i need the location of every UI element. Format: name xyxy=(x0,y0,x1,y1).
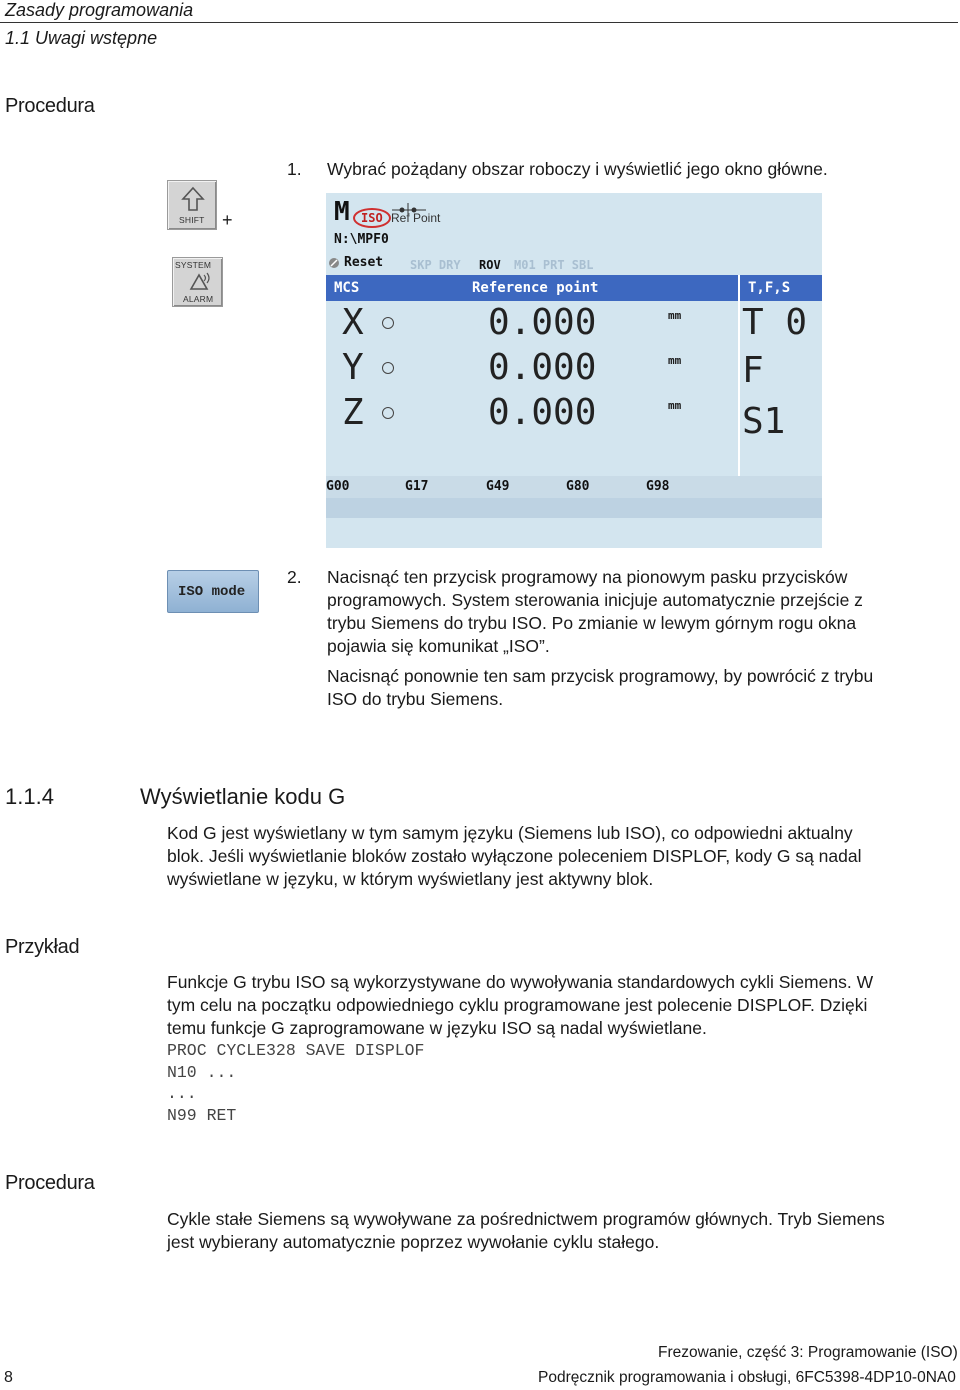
example-label: Przykład xyxy=(5,936,80,958)
axis-status-circle-icon xyxy=(382,407,394,419)
gcode-item: G00 xyxy=(326,479,350,494)
tool-value: T 0 xyxy=(742,302,808,343)
ref-point-label: Ref Point xyxy=(391,211,441,225)
message-area xyxy=(326,518,822,548)
cnc-screen xyxy=(326,193,822,548)
coord-system-label: MCS xyxy=(334,280,360,296)
code-line: N99 RET xyxy=(167,1106,237,1125)
step-number: 2. xyxy=(287,567,302,587)
chapter-title: Zasady programowania xyxy=(5,0,194,20)
status-strip xyxy=(326,498,822,518)
iso-mode-softkey[interactable]: ISO mode xyxy=(167,570,259,613)
spindle-value: S1 xyxy=(742,401,786,442)
step2-line: Nacisnąć ten przycisk programowy na pionowym pasku przycisków xyxy=(327,567,848,587)
axis-unit: mm xyxy=(668,399,682,412)
code-line: PROC CYCLE328 SAVE DISPLOF xyxy=(167,1041,425,1060)
status-rov: ROV xyxy=(479,258,501,272)
gcode-item: G17 xyxy=(405,479,429,494)
tfs-label: T,F,S xyxy=(748,280,791,296)
section-subtitle: 1.1 Uwagi wstępne xyxy=(5,28,158,48)
axis-status-circle-icon xyxy=(382,317,394,329)
section-body-line: blok. Jeśli wyświetlanie bloków zostało wyłączone poleceniem DISPLOF, kody G są nadal xyxy=(167,846,862,866)
axis-value: 0.000 xyxy=(488,302,597,343)
gcode-item: G49 xyxy=(486,479,510,494)
procedure-body-line: jest wybierany automatycznie poprzez wywołanie cyklu stałego. xyxy=(167,1232,660,1252)
mode-indicator: M xyxy=(334,197,350,227)
system-key-label: SYSTEM xyxy=(175,260,212,270)
example-body-line: temu funkcje G zaprogramowane w języku ISO są nadal wyświetlane. xyxy=(167,1018,707,1038)
axis-value: 0.000 xyxy=(488,347,597,388)
status-inactive-2: M01 PRT SBL xyxy=(514,258,594,272)
footer-manual: Podręcznik programowania i obsługi, 6FC5398-4DP10-0NA0 xyxy=(538,1369,956,1386)
section-body-line: wyświetlane w języku, w którym wyświetlany jest aktywny blok. xyxy=(167,869,654,889)
status-inactive: SKP DRY xyxy=(410,258,461,272)
step2-line: pojawia się komunikat „ISO”. xyxy=(327,636,550,656)
plus-sign: + xyxy=(222,210,233,230)
tfs-header xyxy=(740,275,822,301)
step2-line: trybu Siemens do trybu ISO. Po zmianie w lewym górnym rogu okna xyxy=(327,613,857,633)
reset-status: Reset xyxy=(344,255,384,270)
section-number: 1.1.4 xyxy=(5,784,54,809)
code-line: N10 ... xyxy=(167,1063,237,1082)
procedure-body-line: Cykle stałe Siemens są wywoływane za pośrednictwem programów głównych. Tryb Siemens xyxy=(167,1209,885,1229)
alarm-icon xyxy=(187,271,211,291)
panel-divider xyxy=(738,275,740,498)
shift-arrow-icon xyxy=(181,186,205,212)
step-number: 1. xyxy=(287,159,302,179)
example-body-line: tym celu na początku odpowiedniego cyklu programowane jest polecenie DISPLOF. Dzięki xyxy=(167,995,868,1015)
reset-icon xyxy=(328,257,340,269)
gcode-item: G98 xyxy=(646,479,670,494)
section-title: Wyświetlanie kodu G xyxy=(140,784,346,809)
page-number: 8 xyxy=(4,1369,13,1386)
code-line: ... xyxy=(167,1084,197,1103)
iso-badge-text: ISO xyxy=(361,211,383,225)
axis-name: Z xyxy=(342,392,364,433)
step-text: Wybrać pożądany obszar roboczy i wyświetlić jego okno główne. xyxy=(327,159,828,179)
gcode-bar xyxy=(326,476,822,498)
section-body-line: Kod G jest wyświetlany w tym samym języku (Siemens lub ISO), co odpowiedni aktualny xyxy=(167,823,853,843)
position-header xyxy=(326,275,738,301)
shift-key[interactable] xyxy=(167,180,217,230)
footer-title: Frezowanie, część 3: Programowanie (ISO) xyxy=(658,1344,958,1361)
axis-status-circle-icon xyxy=(382,362,394,374)
shift-key-label: SHIFT xyxy=(179,215,205,225)
step2-note-line: ISO do trybu Siemens. xyxy=(327,689,504,709)
axis-name: Y xyxy=(342,347,364,388)
program-path: N:\MPF0 xyxy=(334,232,389,247)
axis-value: 0.000 xyxy=(488,392,597,433)
iso-badge xyxy=(353,208,391,228)
step2-line: programowych. System sterowania inicjuje automatycznie przejście z xyxy=(327,590,863,610)
feed-value: F xyxy=(742,350,764,391)
step2-note-line: Nacisnąć ponownie ten sam przycisk programowy, by powrócić z trybu xyxy=(327,666,874,686)
axis-unit: mm xyxy=(668,354,682,367)
procedure-label: Procedura xyxy=(5,1172,95,1194)
example-body-line: Funkcje G trybu ISO są wykorzystywane do wywoływania standardowych cykli Siemens. W xyxy=(167,972,874,992)
header-divider xyxy=(0,22,958,23)
gcode-item: G80 xyxy=(566,479,590,494)
axis-unit: mm xyxy=(668,309,682,322)
axis-name: X xyxy=(342,302,364,343)
reference-point-label: Reference point xyxy=(472,280,599,296)
alarm-key-label: ALARM xyxy=(183,294,214,304)
system-alarm-key[interactable] xyxy=(172,257,223,307)
procedure-label: Procedura xyxy=(5,95,95,117)
